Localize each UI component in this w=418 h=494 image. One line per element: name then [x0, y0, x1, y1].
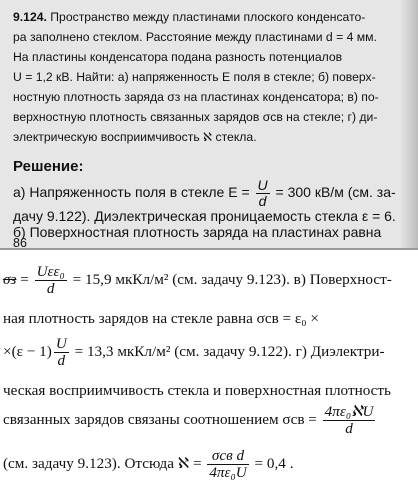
problem-line-3: На пластины конденсатора подана разность потенциалов [13, 50, 343, 64]
solution-line-1: а) Напряженность поля в стекле E = $\frac{U}{d}$ = 300 кВ/м (см. за- [13, 177, 396, 209]
lower-line-5: связанных зарядов связаны соотношением σсв = $\frac{\text{4πε₀ℵU}}{d}$ [3, 403, 374, 437]
lower-line-1: σз = $\frac{\text{Uεε₀}}{d}$ = 15,9 мкКл/м² (см. задачу 9.123). в) Поверхност- [3, 263, 392, 297]
page-number: 86 [13, 236, 27, 250]
page-shadow-edge [400, 0, 418, 248]
problem-number: 9.124. [13, 10, 47, 24]
lower-line-6: (см. задачу 9.123). Отсюда ℵ = $\frac{\text{σсв d}}{\text{4πε₀U}}$ = 0,4 . [3, 447, 294, 481]
problem-line-1: 9.124. Пространство между пластинами плоского конденсато- [13, 10, 366, 24]
problem-line-5: ностную плотность заряда σз на пластинах конденсатора; в) по- [13, 90, 379, 104]
fraction-u-over-d-2: $\frac{U}{d}$ [55, 335, 67, 369]
fraction-uee0-over-d: $\frac{\text{Uεε₀}}{d}$ [36, 263, 65, 297]
problem-line-2: ра заполнено стеклом. Расстояние между пластинами d = 4 мм. [13, 30, 377, 44]
problem-line-4: U = 1,2 кВ. Найти: а) напряженность E поля в стекле; б) поверх- [13, 70, 376, 84]
problem-line-7: электрическую восприимчивость ℵ стекла. [13, 130, 257, 144]
lower-line-3: ×(ε − 1) $\frac{U}{d}$ = 13,3 мкКл/м² (см. задачу 9.122). г) Диэлектри- [3, 335, 385, 369]
scan-divider [0, 248, 418, 250]
lower-line-4: ческая восприимчивость стекла и поверхностная плотность [3, 382, 391, 399]
solution-line-3: б) Поверхностная плотность заряда на пластинах равна [13, 224, 382, 240]
lower-line-2: ная плотность зарядов на стекле равна σсв = ε₀ × [3, 310, 319, 327]
problem-line-6: верхностную плотность связанных зарядов σсв на стекле; г) ди- [13, 110, 378, 124]
solution-line-2: дачу 9.122). Диэлектрическая проницаемость стекла ε = 6. [13, 208, 396, 224]
fraction-4pi-e0-chi-u-over-d: $\frac{\text{4πε₀ℵU}}{d}$ [324, 403, 374, 437]
fraction-sigma-d-over-4pi-e0-u: $\frac{\text{σсв d}}{\text{4πε₀U}}$ [209, 447, 247, 481]
solution-heading: Решение: [13, 158, 84, 175]
fraction-u-over-d: $\frac{U}{d}$ [257, 177, 268, 209]
